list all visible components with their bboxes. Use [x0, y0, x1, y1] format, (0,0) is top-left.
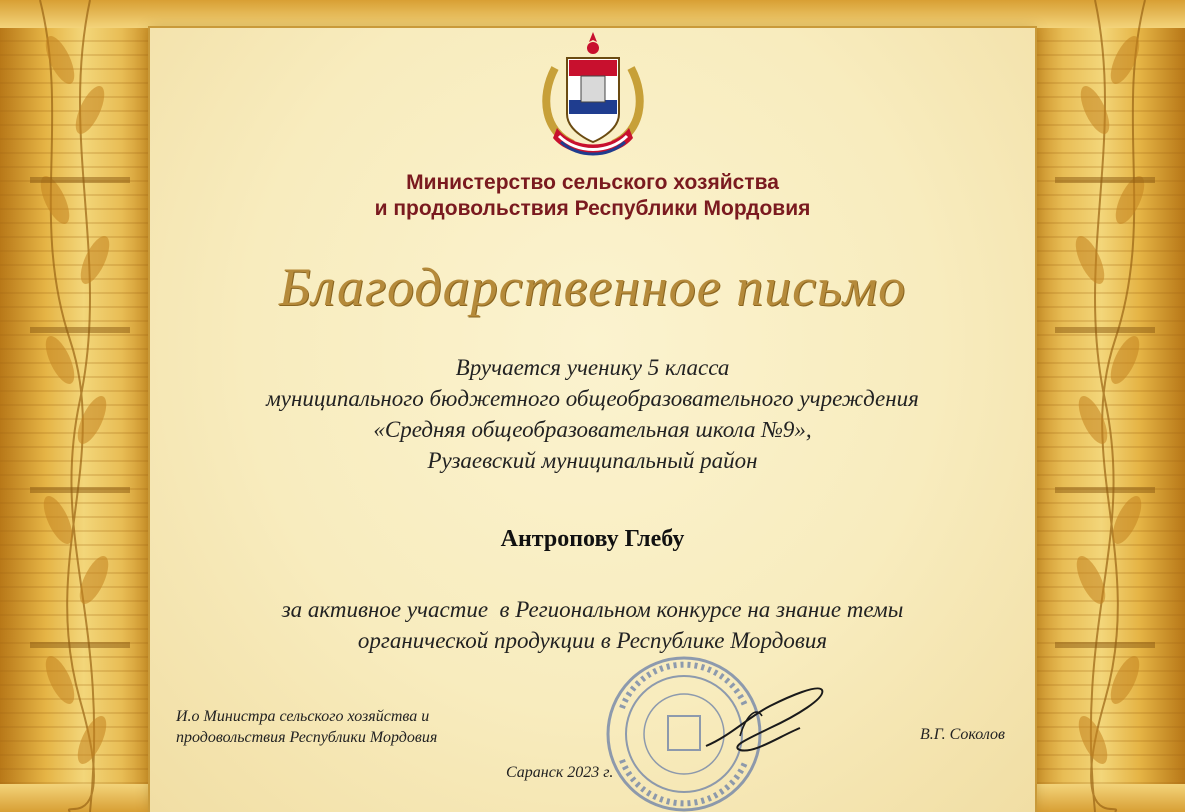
ministry-line-1: Министерство сельского хозяйства [406, 171, 779, 194]
certificate-title: Благодарственное письмо [278, 257, 907, 317]
recipient-name: Антропову Глебу [500, 526, 685, 552]
handwritten-signature-icon [700, 676, 830, 756]
award-line-3: «Средняя общеобразовательная школа №9», [373, 417, 812, 442]
ministry-line-2: и продовольствия Республики Мордовия [374, 197, 811, 220]
award-description [150, 352, 1035, 476]
mordovia-coat-of-arms-icon [533, 28, 653, 160]
ministry-heading [150, 170, 1035, 222]
wheat-ornament-right-icon [1033, 0, 1185, 812]
award-line-2: муниципального бюджетного общеобразовательного учреждения [266, 386, 919, 411]
award-reason [150, 594, 1035, 656]
signatory-position-line-2: продовольствия Республики Мордовия [176, 729, 438, 746]
reason-line-1: за активное участие в Региональном конкурсе на знание темы [281, 597, 904, 622]
signatory-position [176, 706, 496, 748]
signatory-name: В.Г. Соколов [919, 726, 1005, 743]
award-line-1: Вручается ученику 5 класса [455, 355, 730, 380]
place-and-date: Саранск 2023 г. [506, 764, 614, 781]
top-border [0, 0, 1185, 28]
signatory-position-line-1: И.о Министра сельского хозяйства и [176, 708, 430, 725]
award-line-4: Рузаевский муниципальный район [427, 448, 758, 473]
wheat-ornament-left-icon [0, 0, 152, 812]
reason-line-2: органической продукции в Республике Мордовия [357, 628, 828, 653]
